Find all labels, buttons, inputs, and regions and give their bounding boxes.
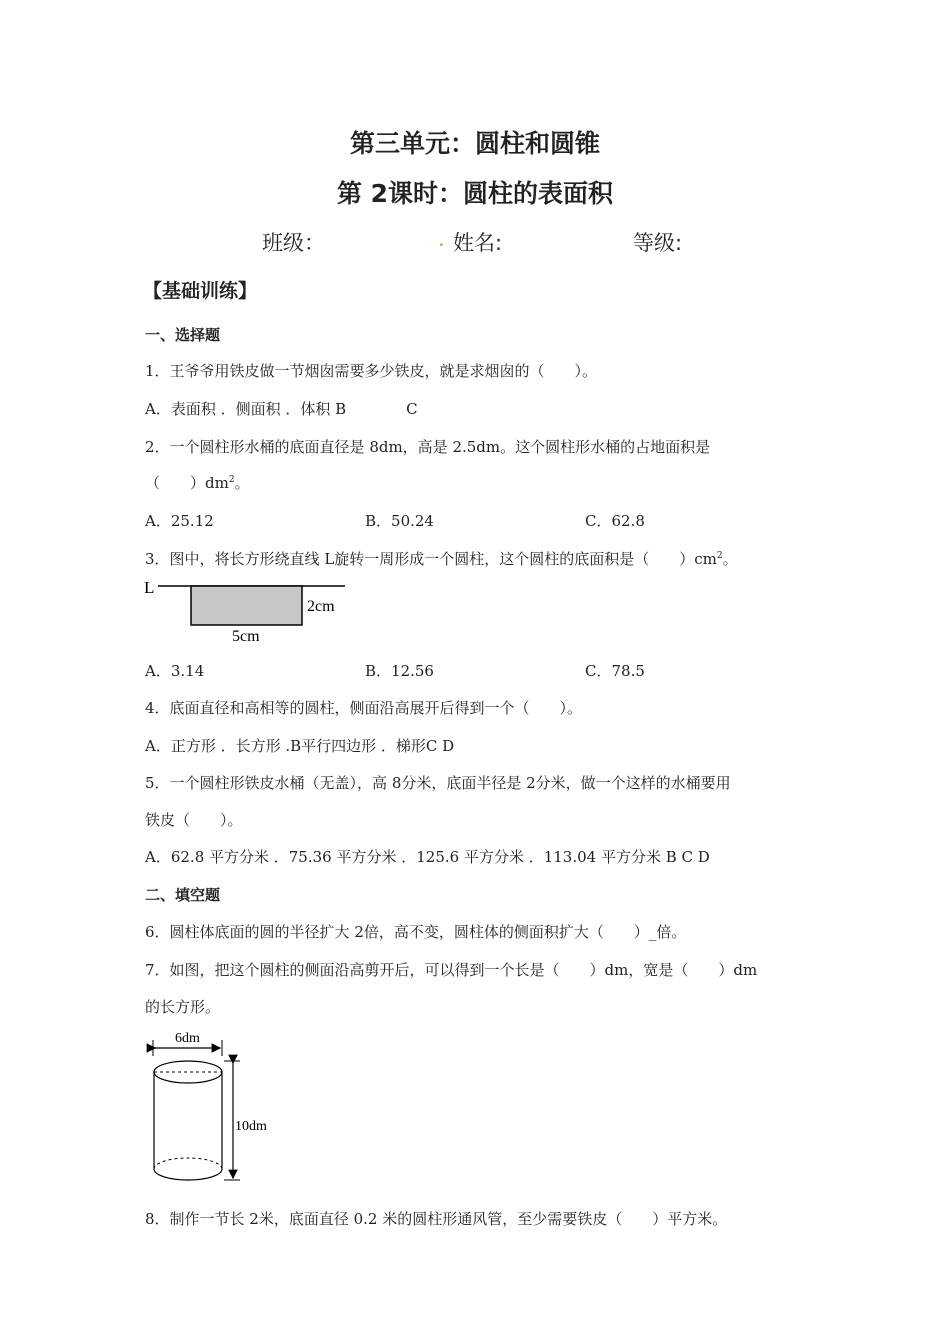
unit-title: 第三单元：圆柱和圆锥 — [349, 129, 600, 158]
height-label: 10dm — [235, 1119, 267, 1134]
question-2-option-b: B．50.24 — [365, 512, 434, 530]
part1-title: 一、选择题 — [145, 326, 221, 344]
bottom-ellipse-back — [154, 1158, 222, 1169]
question-5: 5．一个圆柱形铁皮水桶（无盖），高 8分米，底面半径是 2分米，做一个这样的水桶要用 — [145, 774, 731, 792]
question-7-cont: 的长方形。 — [145, 998, 221, 1016]
question-2-cont: （ ）$dm^2$。 — [145, 474, 250, 492]
section-basic-training: 【基础训练】 — [143, 280, 258, 302]
question-2-option-c: C．62.8 — [585, 512, 645, 530]
question-4: 4．底面直径和高相等的圆柱，侧面沿高展开后得到一个（ ）。 — [145, 699, 583, 717]
rectangle-rotation-figure — [140, 574, 350, 646]
height-label: 2cm — [307, 598, 335, 615]
part2-title: 二、填空题 — [145, 886, 221, 904]
question-3-option-c: C．78.5 — [585, 662, 645, 680]
name-label: 姓名: — [453, 231, 503, 255]
question-8: 8．制作一节长 2米，底面直径 0.2 米的圆柱形通风管，至少需要铁皮（ ）平方米。 — [145, 1210, 728, 1228]
width-label: 5cm — [232, 628, 260, 645]
shaded-rectangle — [191, 586, 302, 625]
axis-label: L — [144, 578, 155, 597]
question-2: 2．一个圆柱形水桶的底面直径是 8dm，高是 2.5dm。这个圆柱形水桶的占地面积是 — [145, 438, 711, 456]
top-ellipse — [154, 1061, 222, 1083]
class-label: 班级： — [262, 231, 325, 255]
question-4-options: A．正方形 ．长方形 .B平行四边形 ．梯形C D — [145, 737, 455, 755]
question-2-option-a: A．25.12 — [145, 512, 214, 530]
question-5-cont: 铁皮（ ）。 — [145, 811, 243, 829]
lesson-title: 第 2课时：圆柱的表面积 — [336, 179, 614, 208]
question-6: 6．圆柱体底面的圆的半径扩大 2倍，高不变，圆柱体的侧面积扩大（ ）_倍。 — [145, 923, 687, 941]
question-1-options: A．表面积 ．侧面积 ．体积 B C — [145, 400, 418, 418]
cylinder-figure — [140, 1028, 280, 1184]
question-7: 7．如图，把这个圆柱的侧面沿高剪开后，可以得到一个长是（ ）dm，宽是（ ）dm — [145, 961, 758, 979]
question-3-option-b: B．12.56 — [365, 662, 434, 680]
question-5-options: A．62.8 平方分米 ．75.36 平方分米 ．125.6 平方分米 ．113.04 平方分米 B C D — [145, 848, 710, 866]
question-3-option-a: A．3.14 — [145, 662, 205, 680]
separator-dot: . — [438, 227, 445, 251]
grade-label: 等级: — [633, 231, 683, 255]
question-1: 1．王爷爷用铁皮做一节烟囱需要多少铁皮，就是求烟囱的（ ）。 — [145, 362, 598, 380]
question-3: 3．图中，将长方形绕直线 L旋转一周形成一个圆柱，这个圆柱的底面积是（ ）$cm^2$。 — [145, 550, 738, 568]
diameter-label: 6dm — [175, 1031, 200, 1046]
bottom-ellipse-front — [154, 1169, 222, 1180]
